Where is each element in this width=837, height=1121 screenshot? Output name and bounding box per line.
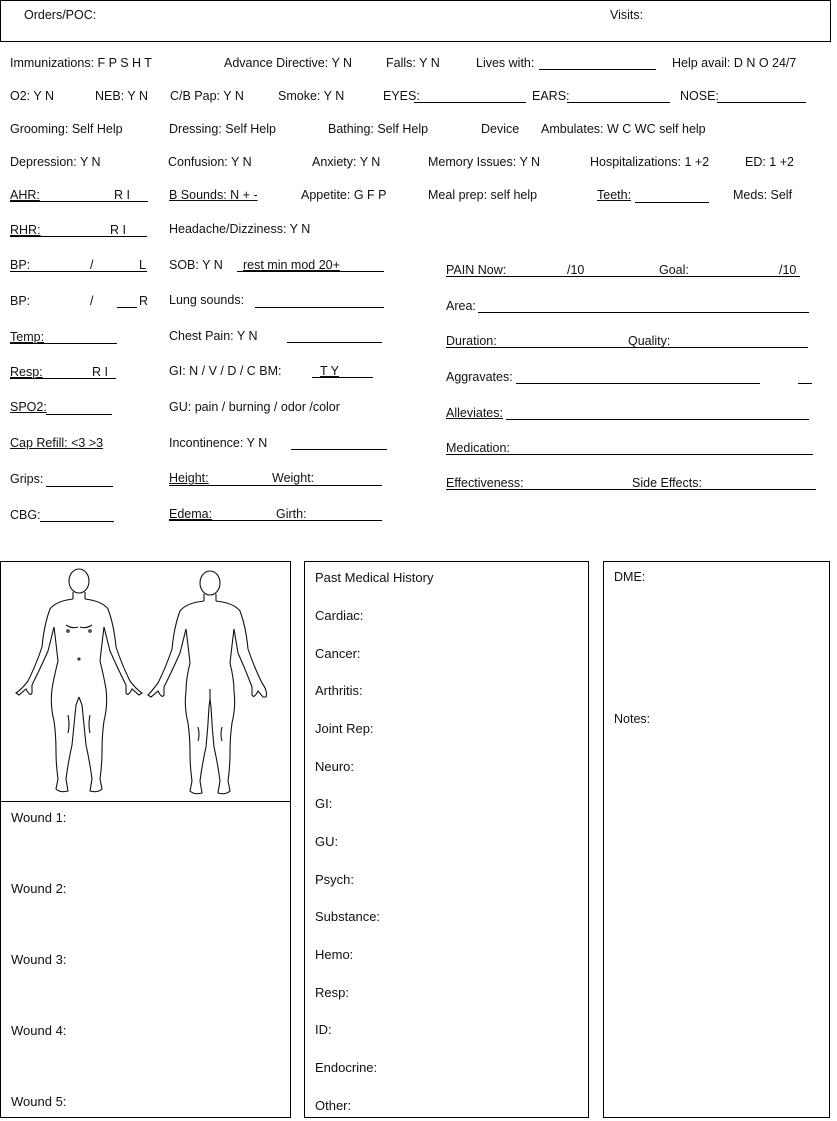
cbg-line[interactable]: [40, 521, 114, 522]
depression-field[interactable]: Depression: Y N: [10, 155, 101, 169]
pain-now-label: PAIN Now:: [446, 263, 507, 277]
confusion-field[interactable]: Confusion: Y N: [168, 155, 252, 169]
cbg-label: CBG:: [10, 508, 41, 522]
back-body-figure: [148, 571, 267, 794]
memory-issues-field[interactable]: Memory Issues: Y N: [428, 155, 541, 169]
ears-line[interactable]: [567, 102, 670, 103]
aggravates-line-extra[interactable]: [798, 383, 812, 384]
header-box: [0, 0, 831, 42]
device-field[interactable]: Device: [481, 122, 520, 136]
effectiveness-label: Effectiveness:: [446, 476, 524, 490]
bp-left-line[interactable]: [10, 271, 147, 272]
appetite-field[interactable]: Appetite: G F P: [301, 188, 387, 202]
pmh-hemo[interactable]: Hemo:: [315, 947, 354, 962]
bathing-field[interactable]: Bathing: Self Help: [328, 122, 429, 136]
lung-sounds-line[interactable]: [255, 307, 384, 308]
help-avail-field[interactable]: Help avail: D N O 24/7: [672, 56, 797, 70]
cb-pap-field[interactable]: C/B Pap: Y N: [170, 89, 244, 103]
wound-4-label[interactable]: Wound 4:: [11, 1023, 67, 1038]
bp-left-slash: /: [90, 258, 94, 272]
neb-field[interactable]: NEB: Y N: [95, 89, 149, 103]
aggravates-label: Aggravates:: [446, 370, 513, 384]
eyes-line[interactable]: [414, 102, 526, 103]
lung-sounds-label: Lung sounds:: [169, 293, 245, 307]
height-label: Height:: [169, 471, 209, 485]
b-sounds-field[interactable]: B Sounds: N + -: [169, 188, 258, 202]
bm-line[interactable]: [312, 377, 373, 378]
pmh-cardiac[interactable]: Cardiac:: [315, 608, 364, 623]
sob-line[interactable]: [237, 271, 384, 272]
wound-5-label[interactable]: Wound 5:: [11, 1094, 67, 1109]
sob-level[interactable]: rest min mod 20+: [243, 258, 340, 272]
area-label: Area:: [446, 299, 476, 313]
alleviates-label: Alleviates:: [446, 406, 503, 420]
pmh-other[interactable]: Other:: [315, 1098, 352, 1113]
gu-field[interactable]: GU: pain / burning / odor /color: [169, 400, 340, 414]
pmh-neuro[interactable]: Neuro:: [315, 759, 355, 774]
meal-prep-field[interactable]: Meal prep: self help: [428, 188, 538, 202]
wound-1-label[interactable]: Wound 1:: [11, 810, 67, 825]
rhr-line[interactable]: [10, 236, 147, 237]
gi-field[interactable]: GI: N / V / D / C BM:: [169, 364, 282, 378]
body-diagram[interactable]: [10, 565, 270, 797]
medication-label: Medication:: [446, 441, 510, 455]
anxiety-field[interactable]: Anxiety: Y N: [312, 155, 381, 169]
eyes-label: EYES:: [383, 89, 420, 103]
past-medical-history-box: [304, 561, 589, 1118]
chest-pain-field[interactable]: Chest Pain: Y N: [169, 329, 258, 343]
pmh-id[interactable]: ID:: [315, 1022, 332, 1037]
chest-pain-line[interactable]: [287, 342, 382, 343]
meds-field[interactable]: Meds: Self: [733, 188, 793, 202]
ambulates-field[interactable]: Ambulates: W C WC self help: [541, 122, 706, 136]
pmh-gu[interactable]: GU:: [315, 834, 339, 849]
bp-right-side: R: [139, 294, 149, 308]
effectiveness-line[interactable]: [446, 489, 816, 490]
pain-now-scale: /10: [567, 263, 585, 277]
lives-with-line[interactable]: [539, 69, 656, 70]
advance-directive-field[interactable]: Advance Directive: Y N: [224, 56, 353, 70]
pmh-cancer[interactable]: Cancer:: [315, 646, 361, 661]
o2-field[interactable]: O2: Y N: [10, 89, 55, 103]
duration-label: Duration:: [446, 334, 497, 348]
bp-right-line[interactable]: [117, 307, 137, 308]
weight-label: Weight:: [272, 471, 315, 485]
visits-label: Visits:: [610, 8, 644, 22]
ears-label: EARS:: [532, 89, 570, 103]
nose-label: NOSE:: [680, 89, 719, 103]
pmh-joint-rep[interactable]: Joint Rep:: [315, 721, 374, 736]
ahr-ri[interactable]: R I: [114, 188, 130, 202]
side-effects-label: Side Effects:: [632, 476, 702, 490]
front-body-figure: [16, 569, 142, 792]
cap-refill-field[interactable]: Cap Refill: <3 >3: [10, 436, 104, 450]
pmh-substance[interactable]: Substance:: [315, 909, 381, 924]
notes-label[interactable]: Notes:: [614, 712, 651, 726]
headache-field[interactable]: Headache/Dizziness: Y N: [169, 222, 311, 236]
pmh-arthritis[interactable]: Arthritis:: [315, 683, 363, 698]
dme-notes-box: [603, 561, 830, 1118]
sob-field[interactable]: SOB: Y N: [169, 258, 223, 272]
pmh-endocrine[interactable]: Endocrine:: [315, 1060, 378, 1075]
spo2-line[interactable]: [46, 414, 112, 415]
resp-label: Resp:: [10, 365, 43, 379]
bp-right-slash: /: [90, 294, 94, 308]
duration-line[interactable]: [446, 347, 808, 348]
bm-value[interactable]: T Y: [320, 364, 339, 378]
falls-field[interactable]: Falls: Y N: [386, 56, 440, 70]
smoke-field[interactable]: Smoke: Y N: [278, 89, 345, 103]
dressing-field[interactable]: Dressing: Self Help: [169, 122, 276, 136]
body-diagram-divider: [0, 801, 291, 802]
ed-field[interactable]: ED: 1 +2: [745, 155, 794, 169]
resp-ri[interactable]: R I: [92, 365, 108, 379]
alleviates-line[interactable]: [506, 419, 809, 420]
pmh-psych[interactable]: Psych:: [315, 872, 355, 887]
immunizations-field[interactable]: Immunizations: F P S H T: [10, 56, 152, 70]
pain-goal-label: Goal:: [659, 263, 689, 277]
quality-label: Quality:: [628, 334, 671, 348]
medication-line[interactable]: [446, 454, 813, 455]
incontinence-field[interactable]: Incontinence: Y N: [169, 436, 268, 450]
edema-label: Edema:: [169, 507, 213, 521]
pmh-gi[interactable]: GI:: [315, 796, 333, 811]
pmh-resp[interactable]: Resp:: [315, 985, 349, 1000]
bp-right-label: BP:: [10, 294, 31, 308]
pain-goal-scale: /10: [779, 263, 797, 277]
hospitalizations-field[interactable]: Hospitalizations: 1 +2: [590, 155, 710, 169]
pain-line[interactable]: [446, 276, 800, 277]
teeth-line[interactable]: [635, 202, 709, 203]
orders-poc-label: Orders/POC:: [24, 8, 97, 22]
wound-3-label[interactable]: Wound 3:: [11, 952, 67, 967]
dme-label[interactable]: DME:: [614, 570, 646, 584]
wound-2-label[interactable]: Wound 2:: [11, 881, 67, 896]
bp-left-side: L: [139, 258, 146, 272]
pmh-title: Past Medical History: [315, 570, 434, 585]
ahr-label: AHR:: [10, 188, 40, 202]
temp-line[interactable]: [10, 343, 117, 344]
rhr-ri[interactable]: R I: [110, 223, 126, 237]
lives-with-label: Lives with:: [476, 56, 535, 70]
teeth-label: Teeth:: [597, 188, 632, 202]
grips-label: Grips:: [10, 472, 44, 486]
girth-label: Girth:: [276, 507, 307, 521]
nose-line[interactable]: [717, 102, 806, 103]
grips-line[interactable]: [46, 486, 113, 487]
aggravates-line[interactable]: [516, 383, 760, 384]
bp-left-label: BP:: [10, 258, 31, 272]
area-line[interactable]: [478, 312, 809, 313]
rhr-label: RHR:: [10, 223, 41, 237]
incontinence-line[interactable]: [291, 449, 387, 450]
temp-label: Temp:: [10, 330, 45, 344]
spo2-label: SPO2:: [10, 400, 47, 414]
grooming-field[interactable]: Grooming: Self Help: [10, 122, 123, 136]
